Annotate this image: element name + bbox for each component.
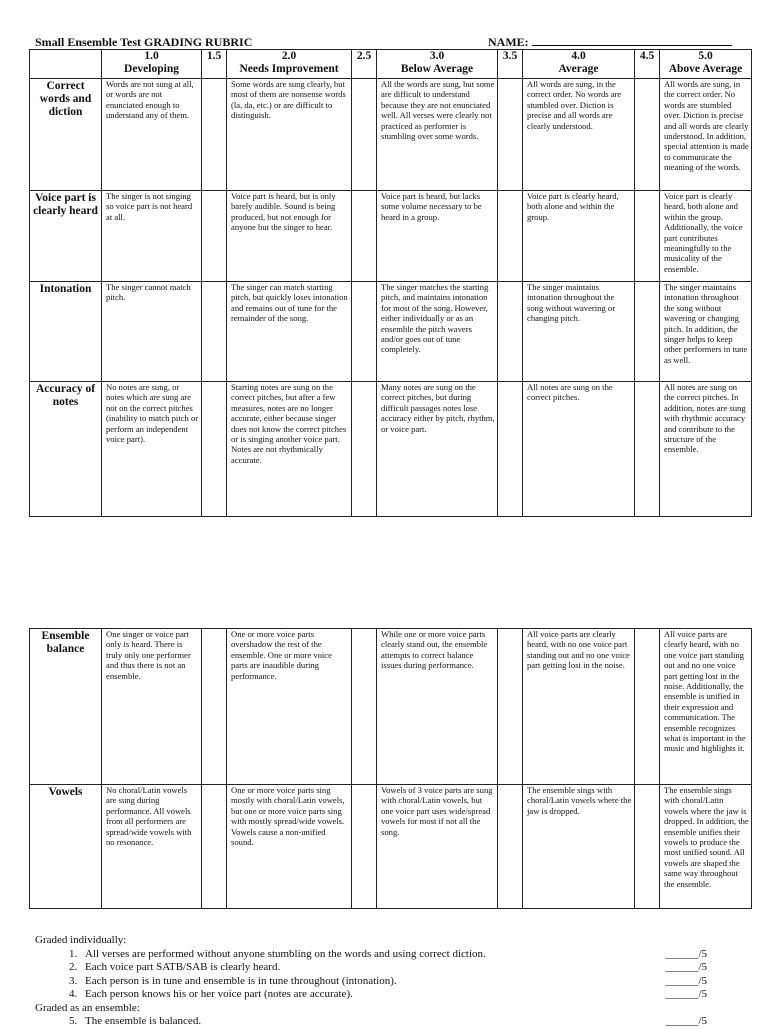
level-header: 1.0 Developing	[102, 50, 202, 79]
criterion-name: Vowels	[30, 785, 102, 909]
score-line: 1. All verses are performed without anyone stumbling on the words and using correct diction. ______/5	[69, 947, 707, 960]
descriptor-cell: Some words are sung clearly, but most of them are nonsense words (la, da, etc.) or are difficult to distinguish.	[227, 79, 352, 191]
criteria-header	[30, 50, 102, 79]
level-header: 4.0 Average	[523, 50, 635, 79]
score-blank[interactable]: ______/5	[665, 988, 707, 1000]
descriptor-cell: Voice part is heard, but is only barely audible. Sound is being produced, but not enough for anyone but the singer to hear.	[227, 191, 352, 282]
half-score-cell[interactable]	[635, 191, 660, 282]
score-blank[interactable]: ______/5	[665, 947, 707, 960]
page-header	[35, 35, 735, 49]
descriptor-cell: The singer matches the starting pitch, and maintains intonation for most of the song. However, either individually or as an ensemble the pitch wavers and/or goes out of tune completely.	[377, 282, 498, 382]
half-score-cell[interactable]	[352, 282, 377, 382]
half-score-cell[interactable]	[635, 629, 660, 785]
descriptor-cell: All words are sung, in the correct order. No words are stumbled over. Diction is precise and all words are clearly understood.	[523, 79, 635, 191]
half-score-cell[interactable]	[635, 785, 660, 909]
half-score-cell[interactable]	[635, 282, 660, 382]
half-score-cell[interactable]	[352, 785, 377, 909]
descriptor-cell: The ensemble sings with choral/Latin vowels where the jaw is dropped.	[523, 785, 635, 909]
descriptor-cell: Many notes are sung on the correct pitches, but during difficult passages notes lose accuracy either by pitch, rhythm, or voice part.	[377, 382, 498, 517]
level-header: 1.5	[202, 50, 227, 79]
half-score-cell[interactable]	[352, 629, 377, 785]
section-label: Graded as an ensemble:	[35, 1001, 140, 1014]
descriptor-cell: The singer cannot match pitch.	[102, 282, 202, 382]
half-score-cell[interactable]	[202, 785, 227, 909]
half-score-cell[interactable]	[202, 79, 227, 191]
descriptor-cell: All voice parts are clearly heard, with no one voice part standing out and no one voice part getting lost in the noise. Additionally, the ensemble is unified in their expression and communication. The ensemble recognizes what is important in the music and highlights it.	[660, 629, 752, 785]
document-title: Small Ensemble Test GRADING RUBRIC	[35, 35, 253, 49]
half-score-cell[interactable]	[352, 191, 377, 282]
descriptor-cell: Words are not sung at all, or words are not enunciated enough to understand any of them.	[102, 79, 202, 191]
level-header: 2.5	[352, 50, 377, 79]
criterion-row-voice-part	[30, 191, 752, 282]
score-line: 3. Each person is in tune and ensemble is in tune throughout (intonation). ______/5	[69, 974, 707, 987]
half-score-cell[interactable]	[202, 191, 227, 282]
descriptor-cell: No notes are sung, or notes which are sung are not on the correct pitches (inability to match pitch or perform an independent voice part).	[102, 382, 202, 517]
criterion-name: Voice part is clearly heard	[30, 191, 102, 282]
half-score-cell[interactable]	[202, 382, 227, 517]
descriptor-cell: Voice part is clearly heard, both alone and within the group. Additionally, the voice part contributes meaningfully to the musicality of the ensemble.	[660, 191, 752, 282]
name-field[interactable]	[532, 45, 732, 46]
score-blank[interactable]: ______/5	[665, 961, 707, 973]
descriptor-cell: The singer is not singing so voice part is not heard at all.	[102, 191, 202, 282]
criterion-name: Correct words and diction	[30, 79, 102, 191]
descriptor-cell: All words are sung, in the correct order. No words are stumbled over. Diction is precise and all words are clearly understood. In addition, special attention is made to communicate the meaning of the words.	[660, 79, 752, 191]
level-header: 3.0 Below Average	[377, 50, 498, 79]
descriptor-cell: No choral/Latin vowels are sung during performance. All vowels from all performers are spread/wide vowels with no resonance.	[102, 785, 202, 909]
half-score-cell[interactable]	[498, 191, 523, 282]
criterion-name: Intonation	[30, 282, 102, 382]
descriptor-cell: All voice parts are clearly heard, with no one voice part standing out and no one voice part getting lost in the noise.	[523, 629, 635, 785]
half-score-cell[interactable]	[498, 382, 523, 517]
criterion-name: Accuracy of notes	[30, 382, 102, 517]
descriptor-cell: One or more voice parts overshadow the rest of the ensemble. One or more voice parts are inaudible during performance.	[227, 629, 352, 785]
half-score-cell[interactable]	[202, 629, 227, 785]
descriptor-cell: Voice part is clearly heard, both alone and within the group.	[523, 191, 635, 282]
descriptor-cell: All the words are sung, but some are difficult to understand because they are not enunciated well. All verses were clearly not practiced as performer is stumbling over some words.	[377, 79, 498, 191]
criterion-name: Ensemble balance	[30, 629, 102, 785]
level-header: 4.5	[635, 50, 660, 79]
half-score-cell[interactable]	[498, 282, 523, 382]
score-blank[interactable]: ______/5	[665, 974, 707, 987]
score-line: 5. The ensemble is balanced. ______/5	[69, 1015, 707, 1027]
descriptor-cell: The ensemble sings with choral/Latin vowels where the jaw is dropped. In addition, the ensemble unifies their vowels to produce the most unified sound. All vowels are shaped the same way throughout the ensemble.	[660, 785, 752, 909]
rubric-table-part2	[29, 628, 752, 909]
descriptor-cell: All notes are sung on the correct pitches. In addition, notes are sung with rhythmic accuracy and contribute to the structure of the ensemble.	[660, 382, 752, 517]
level-header: 2.0 Needs Improvement	[227, 50, 352, 79]
half-score-cell[interactable]	[202, 282, 227, 382]
descriptor-cell: Vowels of 3 voice parts are sung with choral/Latin vowels, but one voice part uses wide/spread vowels for most if not all the song.	[377, 785, 498, 909]
section-label: Graded individually:	[35, 934, 127, 946]
descriptor-cell: One singer or voice part only is heard. There is truly only one performer and thus there is not an ensemble.	[102, 629, 202, 785]
rubric-table-part1	[29, 49, 752, 517]
half-score-cell[interactable]	[498, 629, 523, 785]
descriptor-cell: The singer can match starting pitch, but quickly loses intonation and remains out of tune for the remainder of the song.	[227, 282, 352, 382]
half-score-cell[interactable]	[352, 79, 377, 191]
half-score-cell[interactable]	[498, 785, 523, 909]
descriptor-cell: Starting notes are sung on the correct pitches, but after a few measures, notes are no longer accurate, either because singer does not know the correct pitches or is singing another voice part. Notes are not rhythmically accurate.	[227, 382, 352, 517]
half-score-cell[interactable]	[352, 382, 377, 517]
descriptor-cell: While one or more voice parts clearly stand out, the ensemble attempts to correct balance issues during performance.	[377, 629, 498, 785]
descriptor-cell: Voice part is heard, but lacks some volume necessary to be heard in a group.	[377, 191, 498, 282]
criterion-row-vowels	[30, 785, 752, 909]
scoring-summary	[35, 934, 735, 1029]
half-score-cell[interactable]	[635, 79, 660, 191]
descriptor-cell: The singer maintains intonation throughout the song without wavering or changing pitch.	[523, 282, 635, 382]
level-header-row	[30, 50, 752, 79]
score-line: 2. Each voice part SATB/SAB is clearly heard. ______/5	[69, 961, 707, 973]
level-header: 5.0 Above Average	[660, 50, 752, 79]
score-line: 4. Each person knows his or her voice part (notes are accurate). ______/5	[69, 988, 707, 1000]
name-label: NAME:	[488, 35, 529, 49]
criterion-row-balance	[30, 629, 752, 785]
score-blank[interactable]: ______/5	[665, 1015, 707, 1027]
criterion-row-diction	[30, 79, 752, 191]
criterion-row-intonation	[30, 282, 752, 382]
level-header: 3.5	[498, 50, 523, 79]
half-score-cell[interactable]	[635, 382, 660, 517]
descriptor-cell: All notes are sung on the correct pitches.	[523, 382, 635, 517]
half-score-cell[interactable]	[498, 79, 523, 191]
criterion-row-accuracy	[30, 382, 752, 517]
descriptor-cell: The singer maintains intonation throughout the song without wavering or changing pitch. In addition, the singer helps to keep other performers in tune as well.	[660, 282, 752, 382]
descriptor-cell: One or more voice parts sing mostly with choral/Latin vowels, but one or more voice parts sing with mostly spread/wide vowels. Vowels cause a non-unified sound.	[227, 785, 352, 909]
